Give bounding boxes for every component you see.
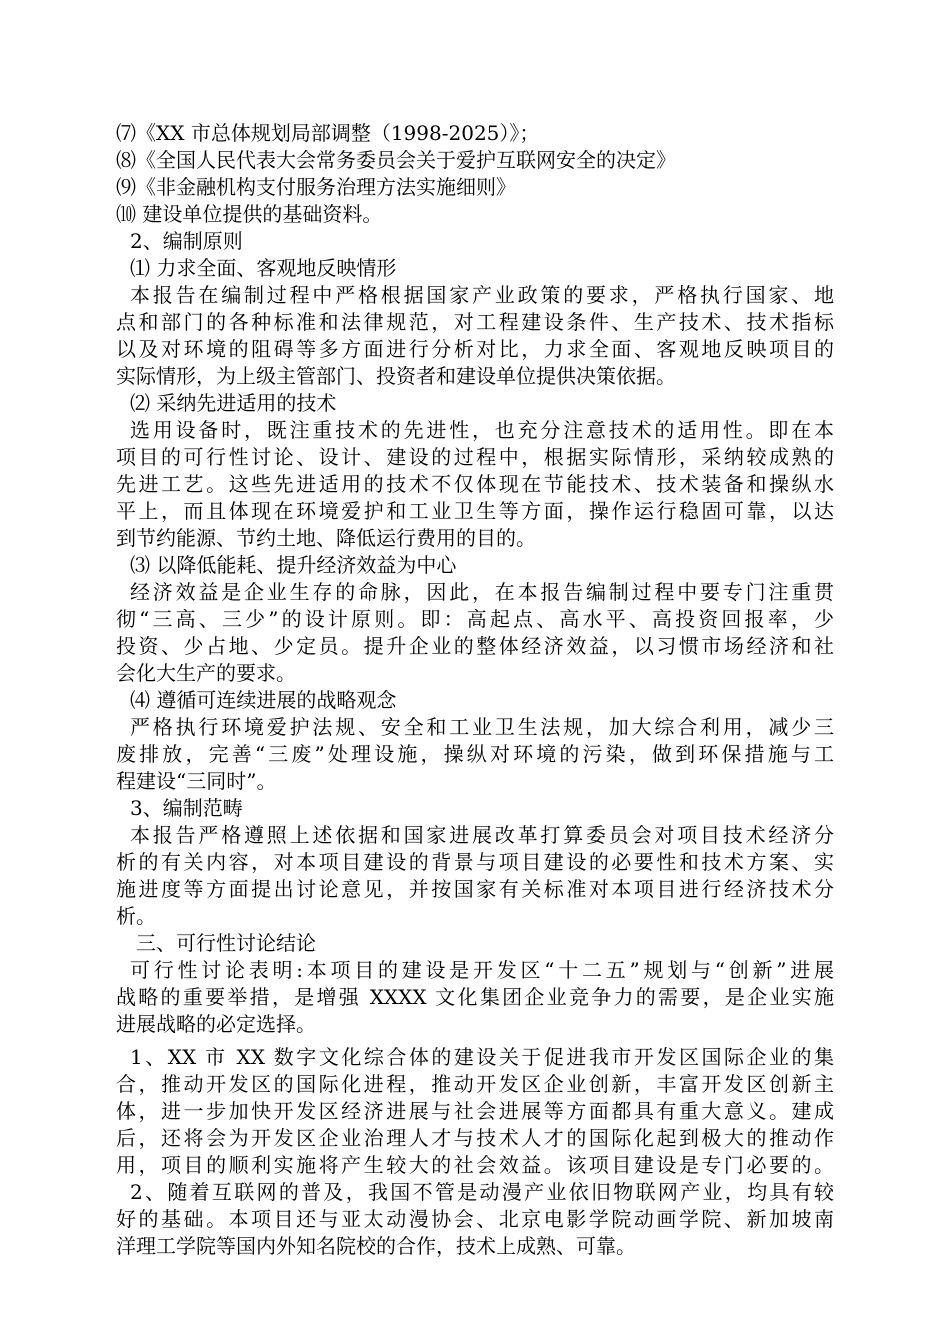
reference-item-7: ⑺《XX 市总体规划局部调整（1998-2025）》； [116,121,540,145]
body-line: 好的基础。本项目还与亚太动漫协会、北京电影学院动画学院、新加坡南 [116,1207,834,1231]
body-line: 废排放，完善“三废”处理设施，操纵对环境的污染，做到环保措施与工 [116,742,834,766]
body-line: 1、XX 市 XX 数字文化综合体的建设关于促进我市开发区国际企业的集 [130,1045,834,1069]
body-line: 施进度等方面提出讨论意见，并按国家有关标准对本项目进行经济技术分 [116,877,834,901]
subsection-heading: ⑴ 力求全面、客观地反映情形 [130,256,397,280]
body-line: 2、随着互联网的普及，我国不管是动漫产业依旧物联网产业，均具有较 [130,1180,834,1204]
body-line: 可行性讨论表明:本项目的建设是开发区“十二五”规划与“创新”进展 [130,958,834,982]
body-line: 进展战略的必定选择。 [116,1012,316,1036]
body-line: 实际情形，为上级主管部门、投资者和建设单位提供决策依据。 [116,364,676,388]
body-line: 平上，而且体现在环境爱护和工业卫生等方面，操作运行稳固可靠，以达 [116,499,834,523]
subsection-heading: ⑶ 以降低能耗、提升经济效益为中心 [130,553,457,577]
body-line: 会化大生产的要求。 [116,661,296,685]
body-line: 投资、少占地、少定员。提升企业的整体经济效益，以习惯市场经济和社 [116,634,834,658]
body-line: 析的有关内容，对本项目建设的背景与项目建设的必要性和技术方案、实 [116,850,834,874]
body-line: 合，推动开发区的国际化进程，推动开发区企业创新，丰富开发区创新主 [116,1072,834,1096]
body-line: 项目的可行性讨论、设计、建设的过程中，根据实际情形，采纳较成熟的 [116,445,834,469]
reference-item-8: ⑻《全国人民代表大会常务委员会关于爱护互联网安全的决定》 [116,148,676,172]
body-line: 后，还将会为开发区企业治理人才与技术人才的国际化起到极大的推动作 [116,1126,834,1150]
body-line: 用，项目的顺利实施将产生较大的社会效益。该项目建设是专门必要的。 [116,1153,834,1177]
body-line: 本报告在编制过程中严格根据国家产业政策的要求，严格执行国家、地 [130,283,834,307]
body-line: 以及对环境的阻碍等多方面进行分析对比，力求全面、客观地反映项目的 [116,337,834,361]
body-line: 点和部门的各种标准和法律规范，对工程建设条件、生产技术、技术指标 [116,310,834,334]
body-line: 本报告严格遵照上述依据和国家进展改革打算委员会对项目技术经济分 [130,823,834,847]
body-line: 洋理工学院等国内外知名院校的合作，技术上成熟、可靠。 [116,1234,636,1258]
body-line: 彻“三高、三少”的设计原则。即：高起点、高水平、高投资回报率，少 [116,607,834,631]
body-line: 先进工艺。这些先进适用的技术不仅体现在节能技术、技术装备和操纵水 [116,472,834,496]
body-line: 到节约能源、节约土地、降低运行费用的目的。 [116,526,536,550]
body-line: 选用设备时，既注重技术的先进性，也充分注意技术的适用性。即在本 [130,418,834,442]
subsection-heading: ⑵ 采纳先进适用的技术 [130,391,337,415]
reference-item-10: ⑽ 建设单位提供的基础资料。 [116,202,383,226]
section-heading: 3、编制范畴 [130,796,243,820]
body-line: 程建设“三同时”。 [116,769,277,793]
body-line: 战略的重要举措，是增强 XXXX 文化集团企业竞争力的需要，是企业实施 [116,985,834,1009]
chapter-heading: 三、可行性讨论结论 [136,931,316,955]
body-line: 经济效益是企业生存的命脉，因此，在本报告编制过程中要专门注重贯 [130,580,834,604]
document-page [116,120,834,1260]
body-line: 析。 [116,904,156,928]
subsection-heading: ⑷ 遵循可连续进展的战略观念 [130,688,397,712]
section-heading: 2、编制原则 [130,229,243,253]
reference-item-9: ⑼《非金融机构支付服务治理方法实施细则》 [116,175,516,199]
body-line: 体，进一步加快开发区经济进展与社会进展等方面都具有重大意义。建成 [116,1099,834,1123]
body-line: 严格执行环境爱护法规、安全和工业卫生法规，加大综合利用，减少三 [130,715,834,739]
